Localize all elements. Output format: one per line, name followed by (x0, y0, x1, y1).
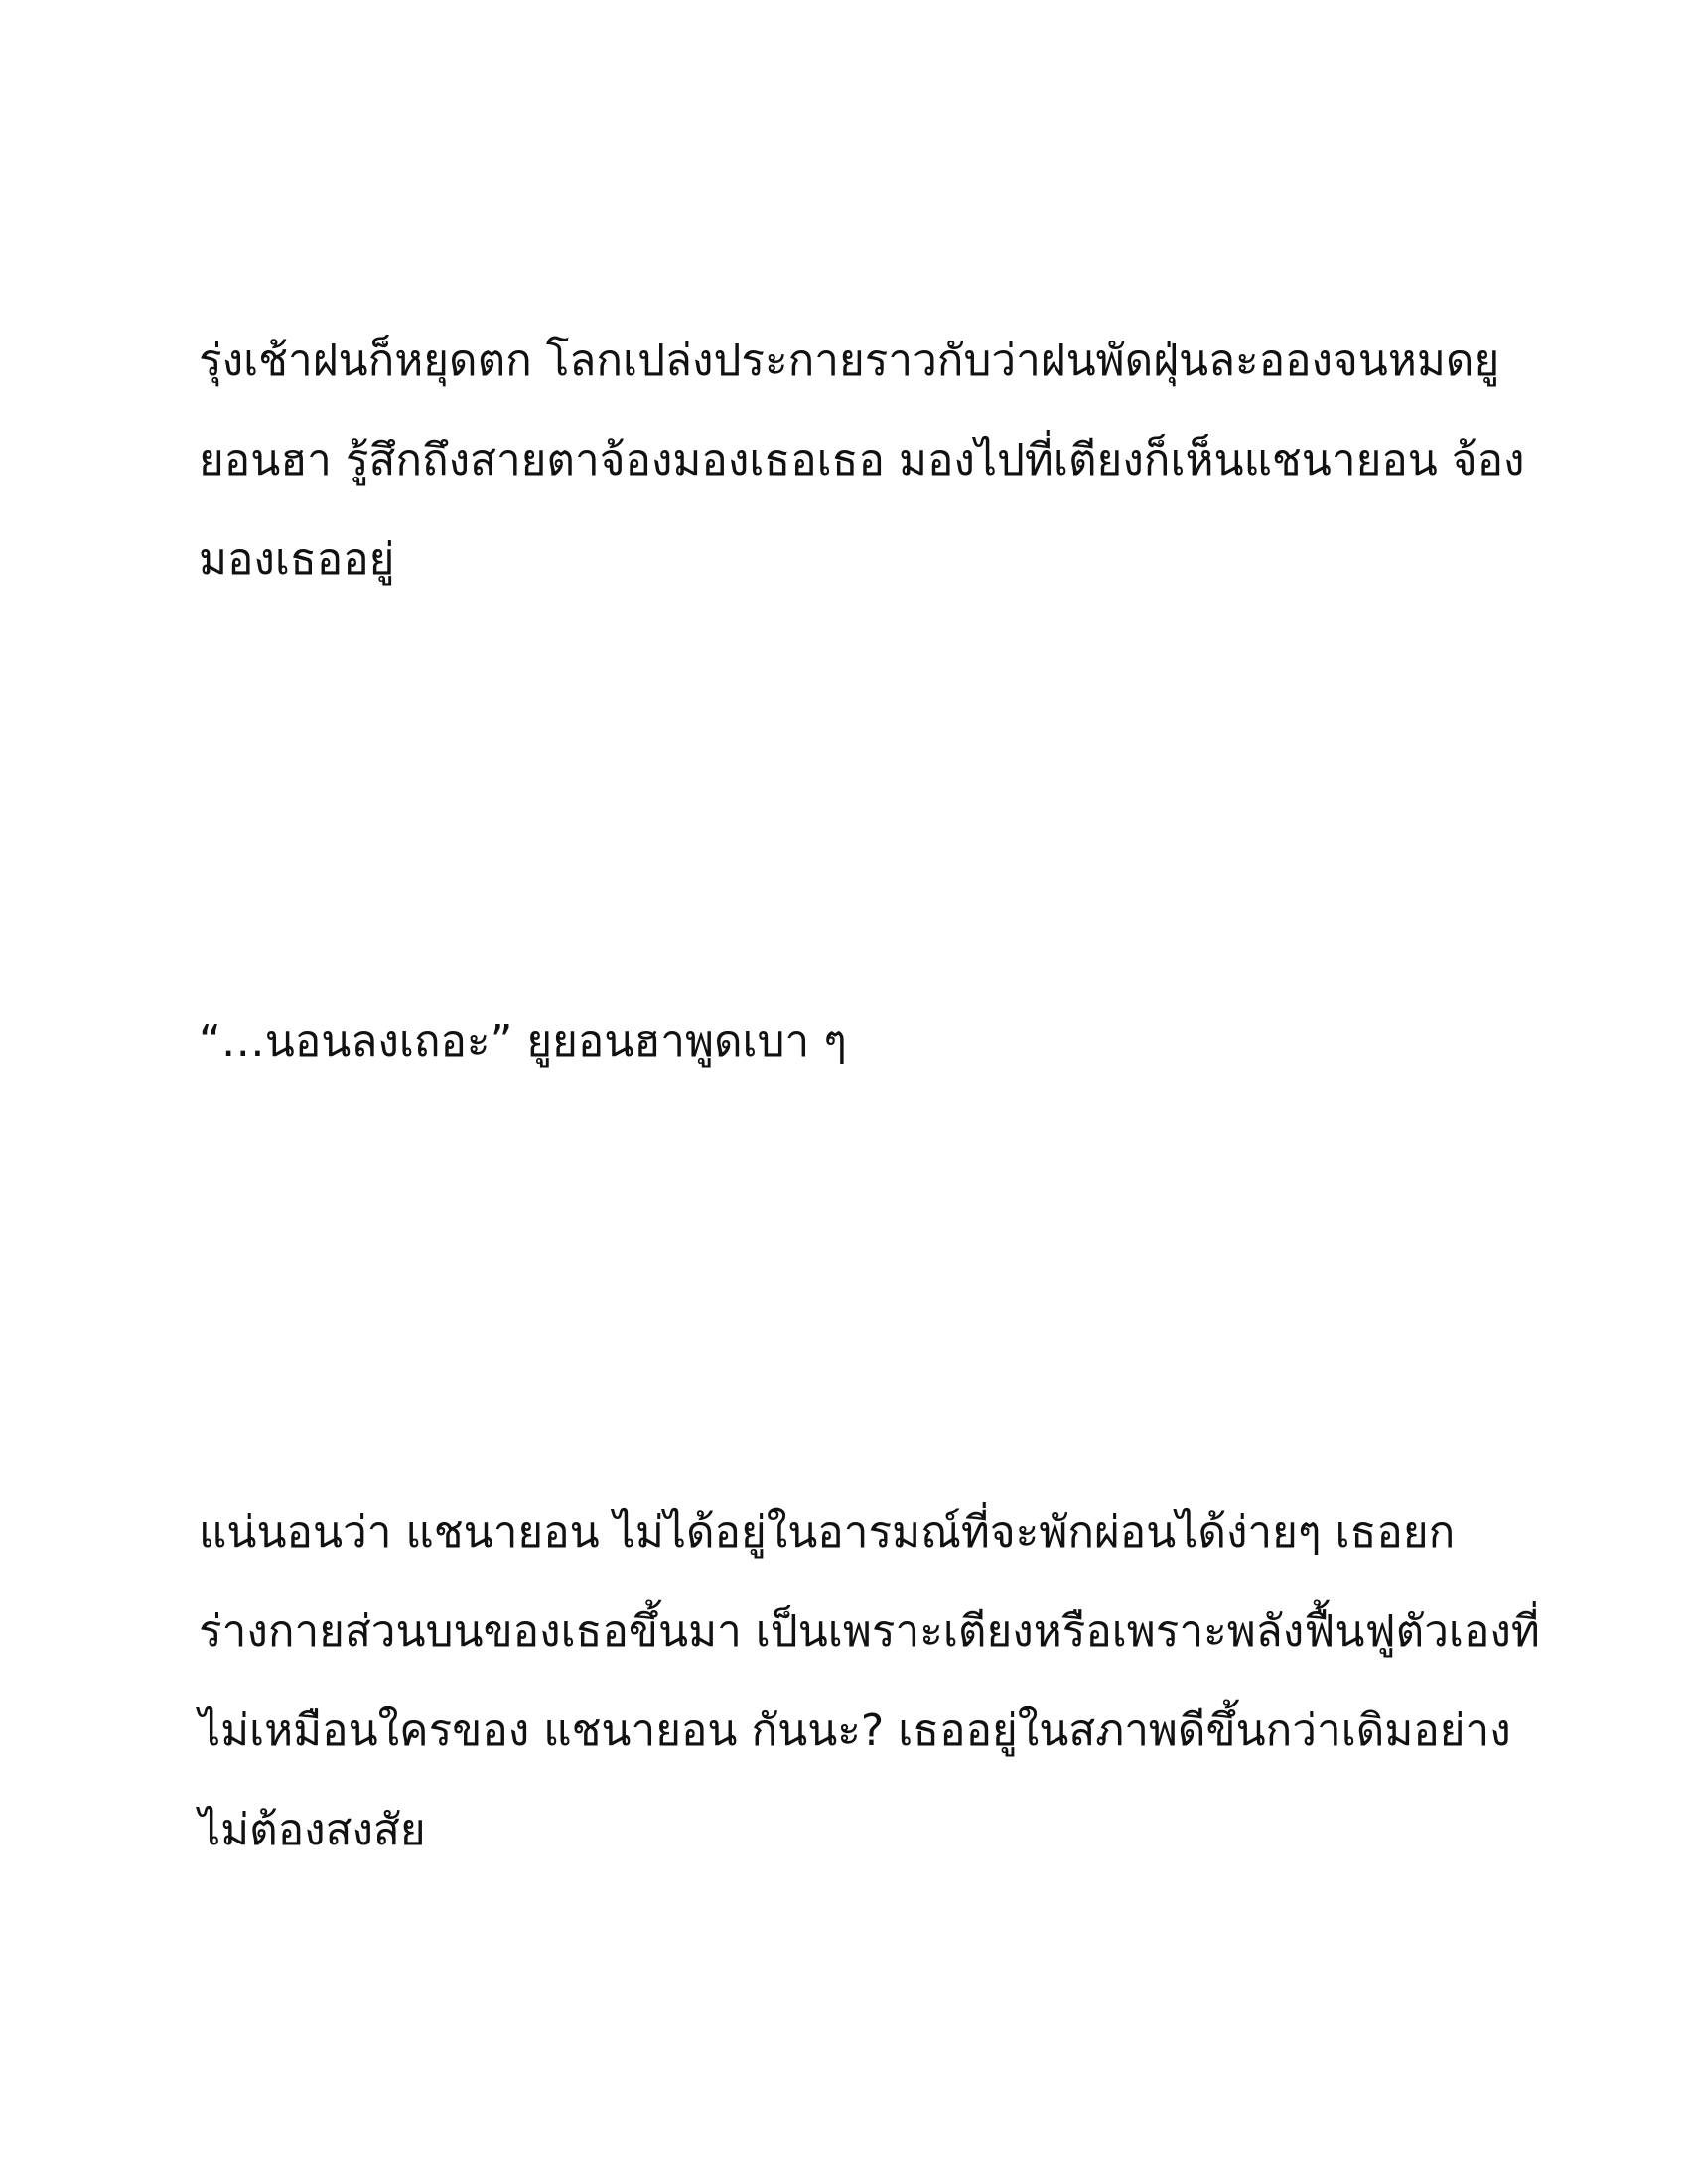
text-line: ยอนฮา รู้สึกถึงสายตาจ้องมองเธอเธอ มองไปที่เตียงก็เห็นแชนายอน จ้อง (199, 435, 1525, 485)
paragraph-2-dialogue (199, 993, 1509, 1092)
paragraph-3 (199, 1483, 1540, 1880)
paragraph-1 (199, 312, 1525, 610)
text-line: มองเธออยู่ (199, 534, 395, 585)
text-line: รุ่งเช้าฝนก็หยุดตก โลกเปล่งประกายราวกับว่าฝนพัดฝุ่นละอองจนหมดยู (199, 336, 1500, 386)
text-line: ไม่ต้องสงสัย (199, 1805, 426, 1855)
text-line: ไม่เหมือนใครของ แชนายอน กันนะ? เธออยู่ในสภาพดีขึ้นกว่าเดิมอย่าง (199, 1706, 1511, 1756)
text-line: แน่นอนว่า แชนายอน ไม่ได้อยู่ในอารมณ์ที่จะพักผ่อนได้ง่ายๆ เธอยก (199, 1507, 1456, 1558)
text-line: ร่างกายส่วนบนของเธอขึ้นมา เป็นเพราะเตียงหรือเพราะพลังฟื้นฟูตัวเองที่ (199, 1606, 1540, 1657)
text-line: “…นอนลงเถอะ” ยูยอนฮาพูดเบา ๆ (199, 1017, 847, 1067)
